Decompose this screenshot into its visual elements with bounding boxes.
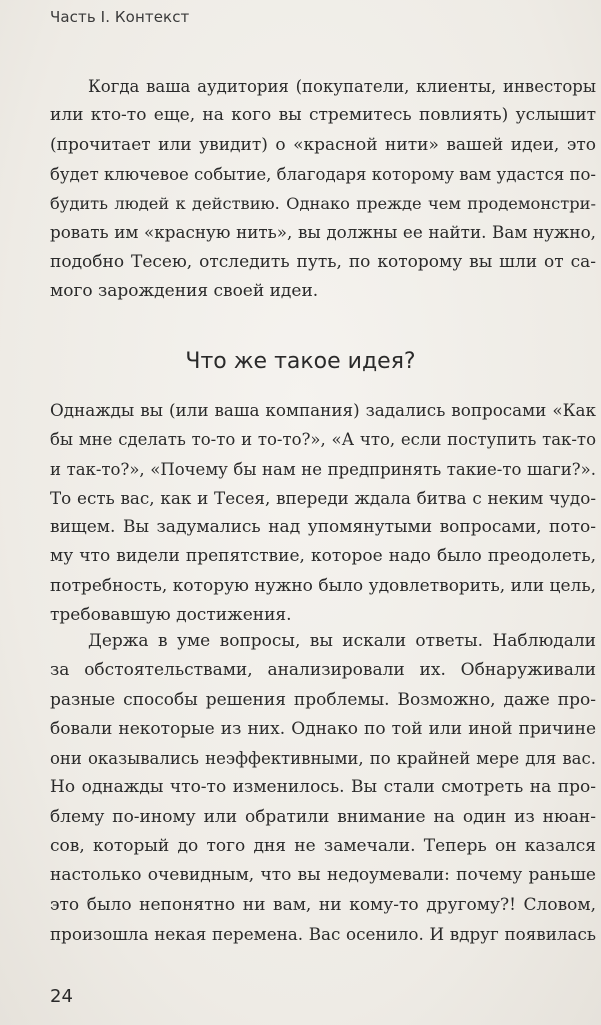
paragraph-3 xyxy=(50,627,596,949)
paragraph-2-line: Однажды вы (или ваша компания) задались вопросами «Как xyxy=(50,400,596,420)
paragraph-1-line: мого зарождения своей идеи. xyxy=(50,281,319,302)
paragraph-3-line: бовали некоторые из них. Однако по той или иной причине xyxy=(50,718,596,739)
paragraph-3-line: Но однажды что-то изменилось. Вы стали смотреть на про- xyxy=(50,777,596,798)
paragraph-1-line: подобно Тесею, отследить путь, по которому вы шли от са- xyxy=(50,251,596,272)
paragraph-3-line: это было непонятно ни вам, ни кому-то другому?! Словом, xyxy=(50,894,596,915)
paragraph-3-line: разные способы решения проблемы. Возможно, даже про- xyxy=(50,689,596,710)
paragraph-1 xyxy=(50,72,596,306)
paragraph-1-line: будет ключевое событие, благодаря которому вам удастся по- xyxy=(50,164,596,184)
paragraph-2-line: требовавшую достижения. xyxy=(50,605,292,626)
paragraph-2-line: бы мне сделать то-то и то-то?», «А что, если поступить так-то xyxy=(50,430,596,450)
paragraph-2-line: потребность, которую нужно было удовлетворить, или цель, xyxy=(50,575,596,596)
paragraph-2-line: То есть вас, как и Тесея, впереди ждала битва с неким чудо- xyxy=(50,487,596,508)
paragraph-3-line: блему по-иному или обратили внимание на один из нюан- xyxy=(50,806,596,827)
paragraph-1-line: (прочитает или увидит) о «красной нити» вашей идеи, это xyxy=(50,134,596,155)
section-heading: Что же такое идея? xyxy=(185,349,416,374)
paragraph-1-line: Когда ваша аудитория (покупатели, клиенты, инвесторы xyxy=(88,77,596,96)
paragraph-3-line: Держа в уме вопросы, вы искали ответы. Наблюдали xyxy=(88,631,596,651)
paragraph-3-line: они оказывались неэффективными, по крайней мере для вас. xyxy=(50,749,596,769)
paragraph-1-line: или кто-то еще, на кого вы стремитесь повлиять) услышит xyxy=(50,105,596,126)
paragraph-3-line: сов, который до того дня не замечали. Теперь он казался xyxy=(50,836,596,857)
paragraph-1-line: ровать им «красную нить», вы должны ее найти. Вам нужно, xyxy=(50,222,596,243)
running-head: Часть I. Контекст xyxy=(50,8,190,26)
paragraph-1-line: будить людей к действию. Однако прежде чем продемонстри- xyxy=(50,194,596,214)
paragraph-2-line: му что видели препятствие, которое надо было преодолеть, xyxy=(50,546,596,567)
paragraph-2-line: и так-то?», «Почему бы нам не предпринять такие-то шаги?». xyxy=(50,459,596,479)
page-number: 24 xyxy=(50,986,73,1007)
paragraph-2 xyxy=(50,396,596,630)
paragraph-3-line: произошла некая перемена. Вас осенило. И вдруг появилась xyxy=(50,923,596,944)
paragraph-3-line: за обстоятельствами, анализировали их. Обнаруживали xyxy=(50,660,596,681)
paragraph-3-line: настолько очевидным, что вы недоумевали: почему раньше xyxy=(50,865,596,886)
paragraph-2-line: вищем. Вы задумались над упомянутыми вопросами, пото- xyxy=(50,517,596,538)
